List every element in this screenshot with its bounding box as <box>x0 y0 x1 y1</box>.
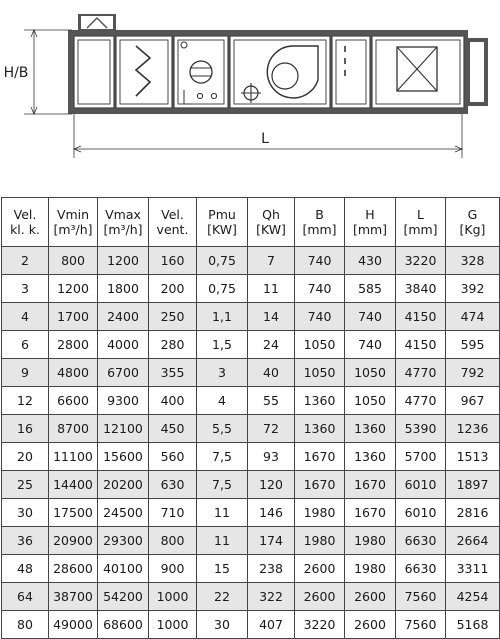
table-cell: 710 <box>149 499 197 527</box>
table-cell: 93 <box>248 443 295 471</box>
table-cell: 55 <box>248 387 295 415</box>
table-cell: 3840 <box>396 275 446 303</box>
table-cell: 16 <box>2 415 49 443</box>
table-cell: 1236 <box>446 415 500 443</box>
table-cell: 740 <box>345 303 396 331</box>
table-cell: 1700 <box>49 303 98 331</box>
table-row <box>2 359 500 387</box>
table-row <box>2 471 500 499</box>
table-cell: 1050 <box>295 359 345 387</box>
column-header-unit: [mm] <box>403 222 438 237</box>
table-cell: 4254 <box>446 583 500 611</box>
table-cell: 585 <box>345 275 396 303</box>
section-heater <box>174 36 228 108</box>
table-cell: 54200 <box>98 583 149 611</box>
column-header <box>248 198 295 247</box>
table-cell: 1050 <box>295 331 345 359</box>
table-cell: 40100 <box>98 555 149 583</box>
table-cell: 280 <box>149 331 197 359</box>
table-cell: 2800 <box>49 331 98 359</box>
table-cell: 1360 <box>295 415 345 443</box>
column-header <box>396 198 446 247</box>
table-cell: 6600 <box>49 387 98 415</box>
table-cell: 7560 <box>396 583 446 611</box>
table-cell: 6630 <box>396 527 446 555</box>
table-cell: 20 <box>2 443 49 471</box>
column-header-name: L <box>417 207 424 222</box>
table-cell: 3311 <box>446 555 500 583</box>
table-cell: 407 <box>248 611 295 639</box>
table-cell: 9 <box>2 359 49 387</box>
table-cell: 1,5 <box>197 331 248 359</box>
table-cell: 15600 <box>98 443 149 471</box>
section-outlet <box>372 36 464 108</box>
column-header-unit: [mm] <box>352 222 388 237</box>
height-label: H/B <box>3 65 29 81</box>
table-cell: 740 <box>295 247 345 275</box>
table-cell: 7 <box>248 247 295 275</box>
table-cell: 5168 <box>446 611 500 639</box>
table-cell: 630 <box>149 471 197 499</box>
table-cell: 250 <box>149 303 197 331</box>
section-eliminator <box>332 36 370 108</box>
table-cell: 3 <box>197 359 248 387</box>
air-handling-unit-diagram <box>0 0 500 170</box>
column-header-name: B <box>315 207 324 222</box>
table-cell: 328 <box>446 247 500 275</box>
table-cell: 17500 <box>49 499 98 527</box>
table-cell: 5,5 <box>197 415 248 443</box>
column-header-name: Pmu <box>208 207 236 222</box>
column-header-unit: [KW] <box>256 222 286 237</box>
table-cell: 1670 <box>295 443 345 471</box>
section-fan <box>230 36 330 108</box>
table-cell: 0,75 <box>197 247 248 275</box>
table-cell: 68600 <box>98 611 149 639</box>
column-header-unit: [m³/h] <box>103 222 143 237</box>
table-cell: 1360 <box>345 415 396 443</box>
column-header-name: Vel. <box>161 207 184 222</box>
table-cell: 22 <box>197 583 248 611</box>
column-header <box>197 198 248 247</box>
table-cell: 49000 <box>49 611 98 639</box>
table-cell: 146 <box>248 499 295 527</box>
table-cell: 740 <box>345 331 396 359</box>
table-cell: 2400 <box>98 303 149 331</box>
column-header-unit: kl. k. <box>10 222 40 237</box>
table-cell: 14400 <box>49 471 98 499</box>
table-cell: 450 <box>149 415 197 443</box>
table-row <box>2 611 500 639</box>
table-cell: 6 <box>2 331 49 359</box>
table-cell: 2600 <box>345 583 396 611</box>
table-cell: 5700 <box>396 443 446 471</box>
length-dimension <box>74 114 462 158</box>
table-row <box>2 415 500 443</box>
table-cell: 2600 <box>295 583 345 611</box>
section-damper <box>74 36 114 108</box>
table-cell: 11 <box>197 499 248 527</box>
column-header-name: Qh <box>262 207 280 222</box>
table-cell: 64 <box>2 583 49 611</box>
column-header-name: Vmax <box>105 207 141 222</box>
table-cell: 15 <box>197 555 248 583</box>
table-cell: 0,75 <box>197 275 248 303</box>
table-cell: 4800 <box>49 359 98 387</box>
table-cell: 1000 <box>149 583 197 611</box>
table-cell: 8700 <box>49 415 98 443</box>
table-cell: 5390 <box>396 415 446 443</box>
section-filter <box>116 36 172 108</box>
table-cell: 30 <box>2 499 49 527</box>
table-cell: 9300 <box>98 387 149 415</box>
table-row <box>2 275 500 303</box>
table-cell: 967 <box>446 387 500 415</box>
specification-table <box>1 197 500 639</box>
table-cell: 120 <box>248 471 295 499</box>
table-cell: 2 <box>2 247 49 275</box>
table-cell: 1360 <box>345 443 396 471</box>
table-cell: 4000 <box>98 331 149 359</box>
table-cell: 6010 <box>396 499 446 527</box>
table-cell: 400 <box>149 387 197 415</box>
column-header-unit: [Kg] <box>459 222 486 237</box>
table-cell: 174 <box>248 527 295 555</box>
table-cell: 2816 <box>446 499 500 527</box>
table-cell: 28600 <box>49 555 98 583</box>
column-header <box>98 198 149 247</box>
table-row <box>2 331 500 359</box>
table-cell: 595 <box>446 331 500 359</box>
table-cell: 430 <box>345 247 396 275</box>
table-cell: 11 <box>197 527 248 555</box>
table-cell: 4770 <box>396 387 446 415</box>
column-header-unit: vent. <box>156 222 189 237</box>
table-cell: 1980 <box>295 527 345 555</box>
table-cell: 4770 <box>396 359 446 387</box>
column-header <box>149 198 197 247</box>
column-header <box>446 198 500 247</box>
table-cell: 80 <box>2 611 49 639</box>
table-cell: 1200 <box>98 247 149 275</box>
table-cell: 1980 <box>345 555 396 583</box>
table-cell: 12100 <box>98 415 149 443</box>
table-cell: 4150 <box>396 303 446 331</box>
column-header-unit: [KW] <box>207 222 237 237</box>
table-row <box>2 527 500 555</box>
table-cell: 7,5 <box>197 471 248 499</box>
table-cell: 20900 <box>49 527 98 555</box>
column-header-unit: [m³/h] <box>53 222 93 237</box>
table-cell: 1000 <box>149 611 197 639</box>
table-cell: 474 <box>446 303 500 331</box>
table-cell: 11100 <box>49 443 98 471</box>
table-cell: 36 <box>2 527 49 555</box>
table-cell: 24500 <box>98 499 149 527</box>
column-header <box>49 198 98 247</box>
table-cell: 1360 <box>295 387 345 415</box>
table-cell: 1980 <box>345 527 396 555</box>
table-cell: 160 <box>149 247 197 275</box>
column-header <box>295 198 345 247</box>
table-cell: 740 <box>295 303 345 331</box>
table-cell: 30 <box>197 611 248 639</box>
table-cell: 800 <box>49 247 98 275</box>
table-cell: 3220 <box>295 611 345 639</box>
table-cell: 25 <box>2 471 49 499</box>
table-cell: 29300 <box>98 527 149 555</box>
table-cell: 1200 <box>49 275 98 303</box>
table-row <box>2 387 500 415</box>
table-cell: 7,5 <box>197 443 248 471</box>
table-cell: 3220 <box>396 247 446 275</box>
table-cell: 24 <box>248 331 295 359</box>
table-row <box>2 247 500 275</box>
table-cell: 200 <box>149 275 197 303</box>
table-cell: 48 <box>2 555 49 583</box>
table-cell: 2664 <box>446 527 500 555</box>
column-header-name: Vmin <box>56 207 90 222</box>
table-cell: 40 <box>248 359 295 387</box>
table-cell: 792 <box>446 359 500 387</box>
table-cell: 11 <box>248 275 295 303</box>
table-cell: 1513 <box>446 443 500 471</box>
table-cell: 1670 <box>345 471 396 499</box>
table-cell: 4 <box>2 303 49 331</box>
table-row <box>2 583 500 611</box>
table-cell: 2600 <box>295 555 345 583</box>
table-cell: 4150 <box>396 331 446 359</box>
table-cell: 800 <box>149 527 197 555</box>
table-cell: 1050 <box>345 359 396 387</box>
table-cell: 7560 <box>396 611 446 639</box>
table-cell: 4 <box>197 387 248 415</box>
table-cell: 72 <box>248 415 295 443</box>
column-header-name: Vel. <box>13 207 37 222</box>
table-cell: 1980 <box>295 499 345 527</box>
table-cell: 12 <box>2 387 49 415</box>
length-label: L <box>261 131 269 147</box>
table-cell: 6700 <box>98 359 149 387</box>
table-header <box>2 198 500 247</box>
table-row <box>2 443 500 471</box>
table-cell: 14 <box>248 303 295 331</box>
table-cell: 1897 <box>446 471 500 499</box>
table-cell: 6010 <box>396 471 446 499</box>
table-cell: 2600 <box>345 611 396 639</box>
table-cell: 740 <box>295 275 345 303</box>
table-cell: 1670 <box>345 499 396 527</box>
table-row <box>2 499 500 527</box>
table-cell: 6630 <box>396 555 446 583</box>
column-header-name: G <box>467 207 478 222</box>
table-cell: 355 <box>149 359 197 387</box>
table-row <box>2 303 500 331</box>
table-cell: 392 <box>446 275 500 303</box>
column-header <box>345 198 396 247</box>
table-cell: 1,1 <box>197 303 248 331</box>
column-header <box>2 198 49 247</box>
table-cell: 3 <box>2 275 49 303</box>
table-cell: 38700 <box>49 583 98 611</box>
height-dimension <box>4 30 72 114</box>
table-cell: 1050 <box>345 387 396 415</box>
column-header-unit: [mm] <box>302 222 337 237</box>
header-row <box>2 198 500 247</box>
column-header-name: H <box>365 207 375 222</box>
table-cell: 560 <box>149 443 197 471</box>
table-cell: 322 <box>248 583 295 611</box>
table-row <box>2 555 500 583</box>
table-cell: 20200 <box>98 471 149 499</box>
table-cell: 900 <box>149 555 197 583</box>
table-cell: 238 <box>248 555 295 583</box>
table-cell: 1670 <box>295 471 345 499</box>
table-cell: 1800 <box>98 275 149 303</box>
table-body <box>2 247 500 639</box>
